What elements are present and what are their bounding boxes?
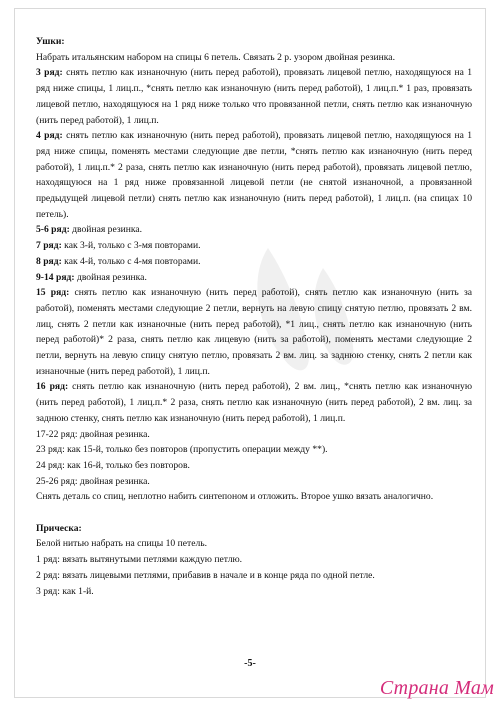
paragraph: Снять деталь со спиц, неплотно набить синтепоном и отложить. Второе ушко вязать аналогично.: [36, 491, 434, 503]
paragraph: 25-26 ряд: двойная резинка.: [36, 475, 150, 487]
paragraph: 1 ряд: вязать вытянутыми петлями каждую петлю.: [36, 554, 243, 566]
page-number: -5-: [244, 658, 256, 669]
paragraph: 7 ряд: как 3-й, только с 3-мя повторами.: [36, 240, 201, 252]
section-title: Прическа:: [36, 522, 82, 534]
paragraph: Белой нитью набрать на спицы 10 петель.: [36, 538, 208, 550]
paragraph: 8 ряд: как 4-й, только с 4-мя повторами.: [36, 255, 201, 267]
paragraph: 2 ряд: вязать лицевыми петлями, прибавив в начале и в конце ряда по одной петле.: [36, 569, 375, 581]
paragraph: 3 ряд: как 1-й.: [36, 585, 94, 597]
section-title: Ушки:: [36, 36, 65, 47]
paragraph: 23 ряд: как 15-й, только без повторов (пропустить операции между **).: [36, 444, 328, 456]
paragraph: 9-14 ряд: двойная резинка.: [36, 271, 147, 283]
document-content: [36, 34, 472, 599]
paragraph: Набрать итальянским набором на спицы 6 петель. Связать 2 р. узором двойная резинка.: [36, 51, 395, 63]
site-logo: Страна Мам: [379, 677, 494, 699]
paragraph: 17-22 ряд: двойная резинка.: [36, 428, 150, 440]
paragraph: 16 ряд: снять петлю как изнаночную (нить перед работой), 2 вм. лиц., *снять петлю как изнаночную (нить перед работой), 1 лиц.п.* 2 раза, снять петлю как изнаночную (нить перед работой), 2 вм. лиц. за заднюю стенку, снять петлю как изнаночную (нить перед работой), 1 лиц.п.: [36, 381, 472, 424]
paragraph: 4 ряд: снять петлю как изнаночную (нить перед работой), провязать лицевой петлю, находящуюся на 1 ряд ниже спицы, поменять местами следующие две петли, *снять петлю как изнаночную (нить перед работой), 1 лиц.п.* 2 раза, снять петлю как изнаночную (нить перед работой), провязать лицевой петлю, находящуюся на 1 ряд ниже провязанной лицевой петли (не снятой изнаночной, а провязанной предыдущей лицевой петли) снять петлю как изнаночную (нить перед работой), 1 лиц.п. (на спицах 10 петель).: [36, 130, 472, 220]
paragraph: 5-6 ряд: двойная резинка.: [36, 224, 143, 236]
section-hair: [36, 521, 472, 600]
paragraph: 15 ряд: снять петлю как изнаночную (нить перед работой), снять петлю как изнаночную (нить за работой), поменять местами следующие 2 петли, вернуть на левую спицу снятую петлю, провязать 2 вм. лиц, снять 2 петли как изнаночные (нить перед работой), *1 лиц., снять петлю как изнаночную (нить перед работой)* 2 раза, снять петлю как лицевую (нить за работой), поменять местами следующие 2 петли, вернуть на левую спицу снятую петлю, провязать 2 вм. лиц. за заднюю стенку, снять 2 петли как изнаночные (нить перед работой), 1 лиц.п.: [36, 287, 473, 377]
paragraph: 3 ряд: снять петлю как изнаночную (нить перед работой), провязать лицевой петлю, находящуюся на 1 ряд ниже спицы, 1 лиц.п., *снять петлю как изнаночную (нить перед работой), 1 лиц.п.* 1 раз, провязать лицевой петлю, находящуюся на 1 ряд ниже только что провязанной петли, снять петлю как изнаночную (нить перед работой), 1 лиц.п.: [36, 67, 472, 126]
paragraph: 24 ряд: как 16-й, только без повторов.: [36, 459, 190, 471]
section-ears: [36, 34, 472, 505]
spacer: [36, 505, 472, 521]
